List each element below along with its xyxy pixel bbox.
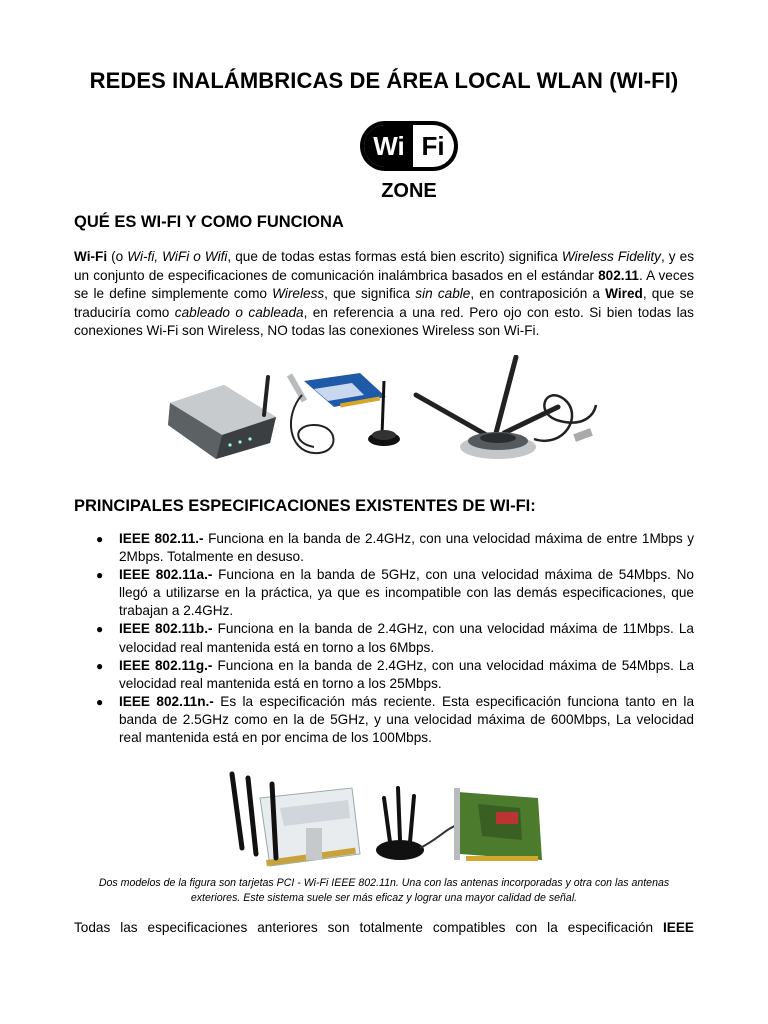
spec-list-item xyxy=(74,693,694,747)
router-image xyxy=(168,377,276,459)
compatibility-run: Todas las especificaciones anteriores son totalmente compatibles con la especificación xyxy=(74,920,664,935)
spec-name: IEEE 802.11g.- xyxy=(119,657,213,673)
description-run: . A veces se le define simplemente como xyxy=(74,267,694,302)
wifi-description-paragraph xyxy=(74,248,694,341)
description-run: , en referencia a una red. Pero ojo con esto. Si bien todas las conexiones Wi-Fi son Wireless, NO todas las conexiones Wireless son Wi-Fi. xyxy=(74,304,694,339)
description-run: , que significa xyxy=(324,286,416,302)
pci-card-external-antennas-image xyxy=(376,788,542,861)
description-run: Wireless Fidelity xyxy=(561,249,661,264)
logo-wi-text: Wi xyxy=(373,131,405,161)
logo-fi-text: Fi xyxy=(421,131,445,161)
usb-antenna-adapter-image xyxy=(416,357,596,459)
bullet-icon: ● xyxy=(96,694,104,709)
bullet-icon: ● xyxy=(96,658,104,673)
description-run: , que de todas estas formas está bien escrito) significa xyxy=(227,249,562,264)
pci-cards-photo xyxy=(220,768,550,872)
description-run: Wireless xyxy=(272,286,325,302)
description-run: Wi-fi, WiFi o Wifi xyxy=(127,249,228,264)
wifi-zone-logo xyxy=(358,118,462,202)
compatibility-paragraph xyxy=(74,919,694,956)
bullet-icon: ● xyxy=(96,532,104,546)
pci-card-internal-antennas-image xyxy=(232,774,360,866)
description-run: 802.11 xyxy=(598,267,639,283)
compatibility-run: IEEE xyxy=(663,920,694,935)
spec-description: Funciona en la banda de 2.4GHz, con una velocidad máxima de 54Mbps. La velocidad real mantenida está en torno a los 25Mbps. xyxy=(119,657,694,691)
spec-list-item xyxy=(74,566,694,620)
spec-description: Funciona en la banda de 2.4GHz, con una velocidad máxima de 11Mbps. La velocidad real mantenida está en torno a los 6Mbps. xyxy=(119,621,694,655)
description-run: , que se traduciría como xyxy=(74,286,694,320)
spec-name: IEEE 802.11a.- xyxy=(119,567,213,583)
pcie-card-image xyxy=(287,373,400,453)
description-run: , en contraposición a xyxy=(470,286,606,302)
spec-name: IEEE 802.11n.- xyxy=(119,693,214,709)
wifi-devices-photo xyxy=(164,355,604,465)
spec-name: IEEE 802.11.- xyxy=(119,531,204,546)
description-run: Wi-Fi xyxy=(74,249,108,264)
description-run: Wired xyxy=(605,286,643,302)
bullet-icon: ● xyxy=(96,622,104,637)
description-run: , y es un conjunto de especificaciones de comunicación inalámbrica basados en el estándar xyxy=(74,249,694,283)
bullet-icon: ● xyxy=(96,568,104,583)
spec-description: Funciona en la banda de 5GHz, con una velocidad máxima de 54Mbps. No llegó a utilizarse en la práctica, ya que es incompatible con las demás especificaciones, que trabajan a 2.4GHz. xyxy=(119,567,694,619)
spec-list-item xyxy=(74,620,694,656)
description-run: sin cable xyxy=(415,286,471,302)
spec-list-item xyxy=(74,657,694,693)
logo-zone-text: ZONE xyxy=(381,180,437,202)
specifications-list xyxy=(74,530,694,747)
figure-caption: Dos modelos de la figura son tarjetas PCI - Wi-Fi IEEE 802.11n. Una con las antenas incorporadas y otra con las antenas exteriores. Este sistema suele ser más eficaz y lograr una mayor calidad de señal. xyxy=(98,877,670,904)
section-heading-what-is-wifi: QUÉ ES WI-FI Y COMO FUNCIONA xyxy=(74,213,344,231)
spec-description: Funciona en la banda de 2.4GHz, con una velocidad máxima de entre 1Mbps y 2Mbps. Totalmente en desuso. xyxy=(119,531,694,565)
spec-description: Es la especificación más reciente. Esta especificación funciona tanto en la banda de 2.5GHz como en la de 5GHz, y una velocidad máxima de 600Mbps, La velocidad real mantenida está en por encima de los 100Mbps. xyxy=(119,693,694,746)
description-run: (o xyxy=(107,249,128,264)
document-title: REDES INALÁMBRICAS DE ÁREA LOCAL WLAN (WI-FI) xyxy=(89,68,679,93)
spec-name: IEEE 802.11b.- xyxy=(119,621,213,637)
spec-list-item xyxy=(74,530,694,566)
section-heading-specifications: PRINCIPALES ESPECIFICACIONES EXISTENTES DE WI-FI: xyxy=(74,497,536,515)
description-run: cableado o cableada xyxy=(174,304,304,320)
